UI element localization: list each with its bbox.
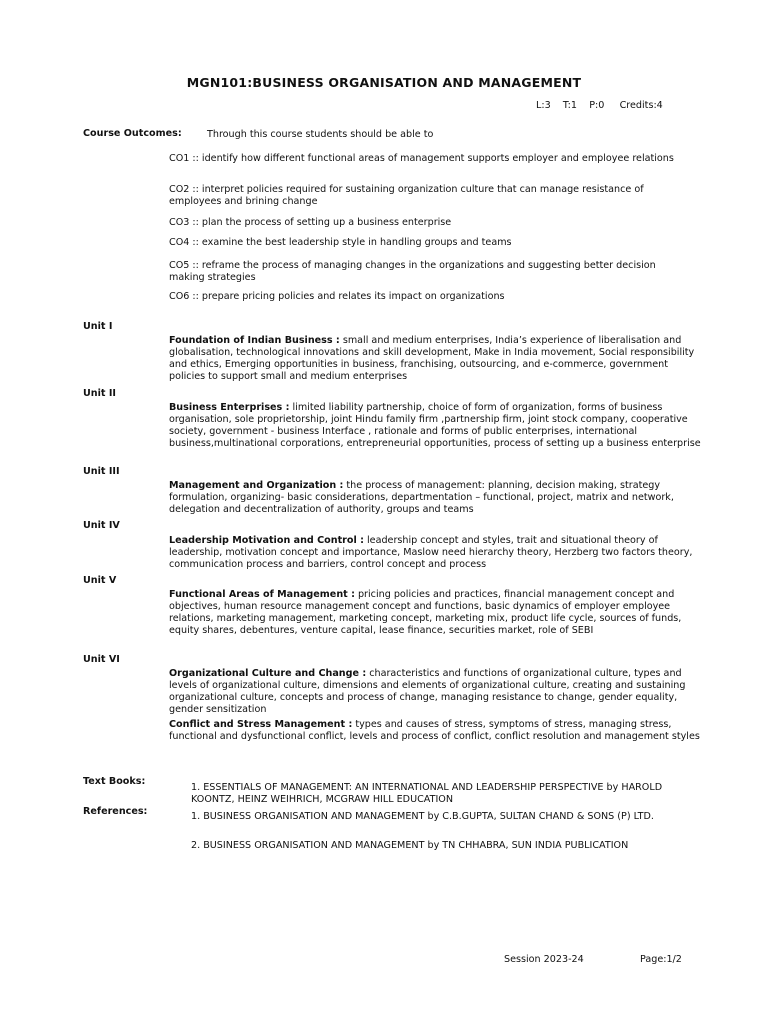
- unit-topic: [169, 668, 704, 716]
- topic-text: limited liability partnership, choice of form of organization, forms of business organisation, sole proprietorship, joint Hindu family firm ,partnership firm, joint stock company, cooperative society, government - business Interface , rationale and forms of public enterprises, international business,multinational corporations, entrepreneurial opportunities, process of setting up a business enterprise: [169, 402, 701, 449]
- unit-label: Unit II: [83, 388, 116, 399]
- reference-item: 1. BUSINESS ORGANISATION AND MANAGEMENT by C.B.GUPTA, SULTAN CHAND & SONS (P) LTD.: [191, 811, 654, 822]
- unit-topic: [169, 719, 704, 743]
- course-outcome-item: CO5 :: reframe the process of managing changes in the organizations and suggesting better decision making strategies: [169, 260, 656, 283]
- topic-heading: Leadership Motivation and Control :: [169, 535, 364, 546]
- course-outcome-item: CO4 :: examine the best leadership style in handling groups and teams: [169, 237, 512, 248]
- topic-heading: Functional Areas of Management :: [169, 589, 355, 600]
- unit-label: Unit IV: [83, 520, 120, 531]
- course-outcome-item: CO6 :: prepare pricing policies and relates its impact on organizations: [169, 291, 505, 302]
- topic-text: characteristics and functions of organizational culture, types and levels of organizational culture, dimensions and elements of organizational culture, creating and sustaining organizational culture, concepts and process of change, managing resistance to change, gender equality, gender sensitization: [169, 668, 686, 715]
- topic-text: small and medium enterprises, India’s experience of liberalisation and globalisation, technological innovations and skill development, Make in India movement, Social responsibility and ethics, Emerging opportunities in business, franchising, outsourcing, and e-commerce, government policies to support small and medium enterprises: [169, 335, 695, 382]
- course-outcome-item: CO3 :: plan the process of setting up a business enterprise: [169, 217, 452, 228]
- course-outcome-item: CO1 :: identify how different functional areas of management supports employer and employee relations: [169, 153, 674, 164]
- page-title: MGN101:BUSINESS ORGANISATION AND MANAGEMENT: [186, 75, 582, 90]
- unit-topic: [169, 589, 704, 637]
- text-book-item: 1. ESSENTIALS OF MANAGEMENT: AN INTERNATIONAL AND LEADERSHIP PERSPECTIVE by HAROLD KOONTZ, HEINZ WEIHRICH, MCGRAW HILL EDUCATION: [191, 782, 663, 805]
- unit-label: Unit VI: [83, 654, 120, 665]
- topic-heading: Conflict and Stress Management :: [169, 719, 353, 730]
- topic-heading: Foundation of Indian Business :: [169, 335, 340, 346]
- reference-item: 2. BUSINESS ORGANISATION AND MANAGEMENT by TN CHHABRA, SUN INDIA PUBLICATION: [191, 840, 629, 851]
- topic-text: leadership concept and styles, trait and situational theory of leadership, motivation concept and importance, Maslow need hierarchy theory, Herzberg two factors theory, communication process and barriers, control concept and process: [169, 535, 693, 570]
- page-number: Page:1/2: [640, 954, 682, 965]
- course-outcome-item: CO2 :: interpret policies required for sustaining organization culture that can manage resistance of employees and brining change: [169, 184, 644, 207]
- topic-text: the process of management: planning, decision making, strategy formulation, organizing- basic considerations, departmentation – functional, project, matrix and network, delegation and decentralization of authority, groups and teams: [169, 480, 674, 515]
- unit-topic: [169, 480, 704, 516]
- topic-text: pricing policies and practices, financial management concept and objectives, human resource management concept and functions, basic dynamics of employer employee relations, marketing management, marketing concept, marketing mix, product life cycle, sources of funds, equity shares, debentures, venture capital, lease finance, securities market, role of SEBI: [169, 589, 682, 636]
- unit-label: Unit V: [83, 575, 117, 586]
- references-label: References:: [83, 806, 148, 817]
- credits-line: L:3 T:1 P:0 Credits:4: [536, 100, 663, 111]
- text-books-label: Text Books:: [83, 776, 146, 787]
- topic-heading: Business Enterprises :: [169, 402, 290, 413]
- course-outcomes-label: Course Outcomes:: [83, 128, 182, 139]
- unit-topic: [169, 335, 704, 383]
- topic-heading: Management and Organization :: [169, 480, 344, 491]
- session-label: Session 2023-24: [504, 954, 584, 965]
- unit-topic: [169, 535, 704, 571]
- unit-label: Unit I: [83, 321, 113, 332]
- topic-heading: Organizational Culture and Change :: [169, 668, 367, 679]
- course-outcomes-intro: Through this course students should be able to: [207, 129, 434, 140]
- topic-text: types and causes of stress, symptoms of stress, managing stress, functional and dysfunctional conflict, levels and process of conflict, conflict resolution and management styles: [169, 719, 700, 742]
- unit-topic: [169, 402, 704, 450]
- unit-label: Unit III: [83, 466, 120, 477]
